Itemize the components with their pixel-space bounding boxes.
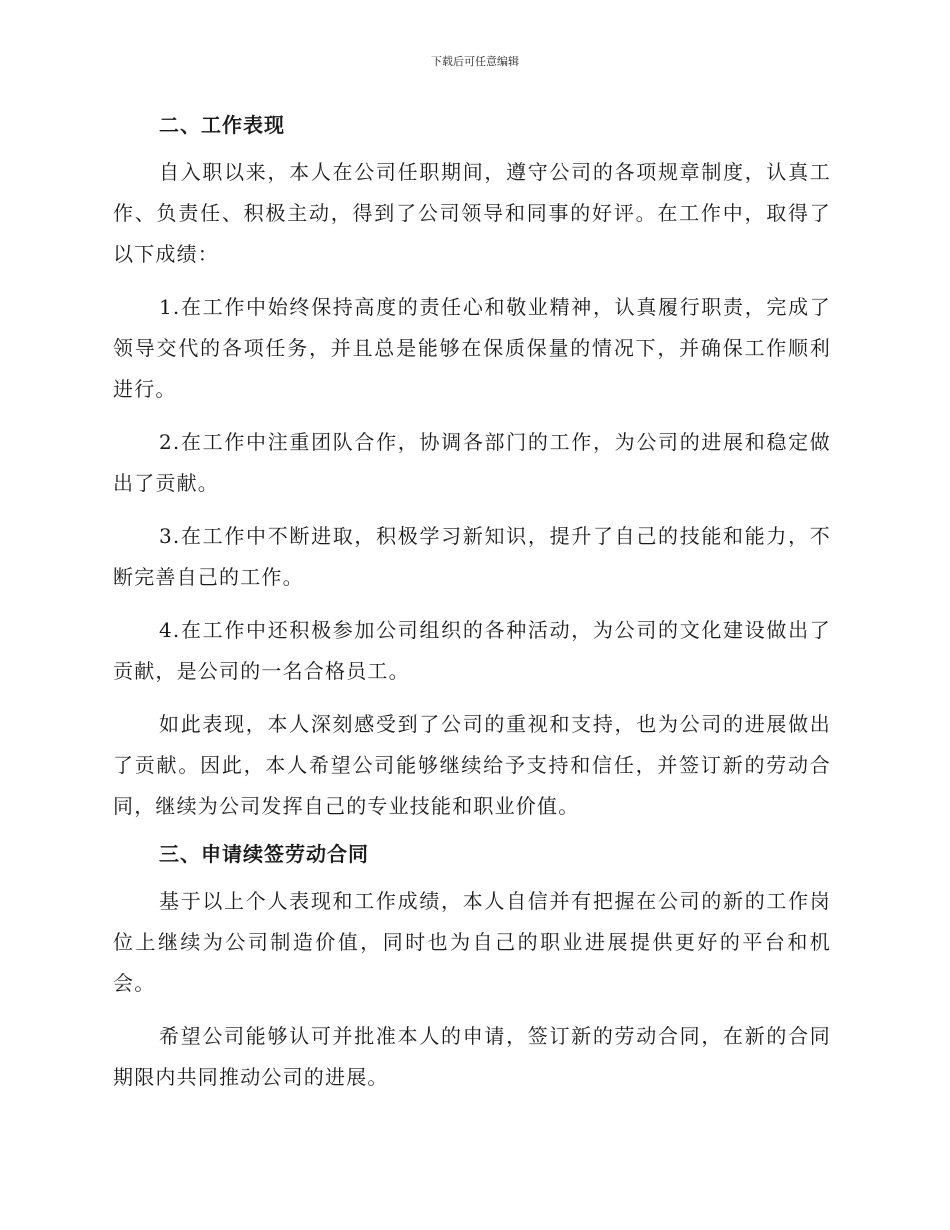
paragraph-renewal-request: 希望公司能够认可并批准本人的申请，签订新的劳动合同，在新的合同期限内共同推动公司的进展。 <box>113 1024 831 1089</box>
paragraph-achievement-3: 3.在工作中不断进取，积极学习新知识，提升了自己的技能和能力，不断完善自己的工作。 <box>113 524 831 589</box>
paragraph-intro: 自入职以来，本人在公司任职期间，遵守公司的各项规章制度，认真工作、负责任、积极主动，得到了公司领导和同事的好评。在工作中，取得了以下成绩： <box>113 160 831 266</box>
page-header: 下载后可任意编辑 <box>431 55 519 68</box>
paragraph-achievement-2: 2.在工作中注重团队合作，协调各部门的工作，为公司的进展和稳定做出了贡献。 <box>113 430 831 495</box>
document-body <box>113 110 831 1098</box>
paragraph-achievement-4: 4.在工作中还积极参加公司组织的各种活动，为公司的文化建设做出了贡献，是公司的一名合格员工。 <box>113 618 831 683</box>
paragraph-achievement-1: 1.在工作中始终保持高度的责任心和敬业精神，认真履行职责，完成了领导交代的各项任务，并且总是能够在保质保量的情况下，并确保工作顺利进行。 <box>113 295 831 401</box>
paragraph-summary: 如此表现，本人深刻感受到了公司的重视和支持，也为公司的进展做出了贡献。因此，本人希望公司能够继续给予支持和信任，并签订新的劳动合同，继续为公司发挥自己的专业技能和职业价值。 <box>113 712 831 818</box>
section-heading-work-performance: 二、工作表现 <box>159 113 285 137</box>
section-heading-contract-renewal: 三、申请续签劳动合同 <box>159 842 369 866</box>
paragraph-renewal-basis: 基于以上个人表现和工作成绩，本人自信并有把握在公司的新的工作岗位上继续为公司制造价值，同时也为自己的职业进展提供更好的平台和机会。 <box>113 889 831 995</box>
